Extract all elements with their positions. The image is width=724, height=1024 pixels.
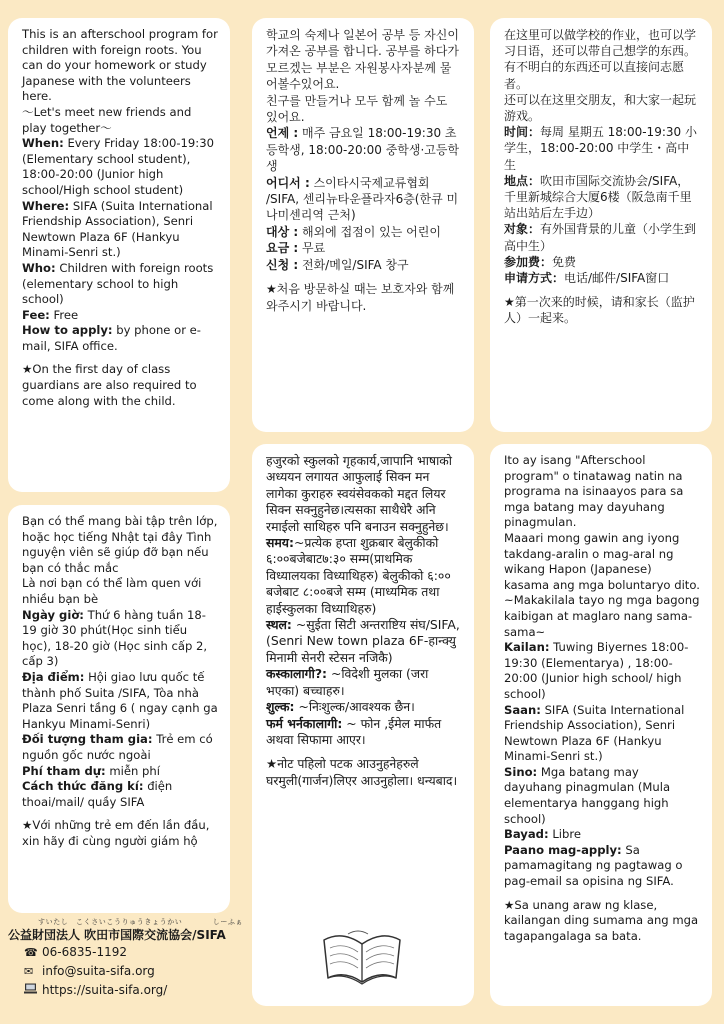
who-row	[266, 666, 462, 699]
when-value: Tuwing Biyernes 18:00-19:30 (Elementarya) , 18:00-20:00 (Junior high school/ high school)	[504, 640, 689, 701]
when-label: समय:	[266, 535, 294, 551]
when-row	[22, 608, 218, 670]
where-value: 吹田市国际交流协会/SIFA，千里新城综合大厦6楼（阪急南千里站出站后左手边）	[504, 173, 692, 221]
phone-row	[8, 943, 244, 962]
apply-value: Sa pamamagitang ng pagtawag o pag-email sa opisina ng SIFA.	[504, 842, 683, 889]
fee-value: 免费	[552, 254, 577, 269]
info-card-nepali	[252, 444, 474, 1006]
who-label: कस्कालागी?:	[266, 666, 327, 682]
where-row	[266, 617, 462, 666]
fee-row	[266, 699, 462, 715]
who-label: Who:	[22, 260, 56, 275]
apply-row	[504, 843, 700, 890]
where-label: Địa điểm:	[22, 669, 85, 684]
apply-value: ~ फोन ,ईमेल मार्फत अथवा सिफामा आएर।	[266, 715, 442, 747]
tagline-text: 친구를 만들거나 모두 함께 놀 수도 있어요.	[266, 93, 448, 125]
apply-label: फर्म भर्नकालागी:	[266, 715, 343, 731]
where-label: स्थल:	[266, 617, 292, 633]
org-name-ruby: すいたし こくさいこうりゅうきょうかい しーふぁ	[38, 918, 244, 926]
fee-value: miễn phí	[109, 763, 160, 778]
email-row	[8, 962, 244, 981]
note-text: ★처음 방문하실 때는 보호자와 함께 와주시기 바랍니다.	[266, 282, 455, 313]
computer-icon	[24, 981, 42, 1000]
note-text: ★Với những trẻ em đến lần đầu, xin hãy đi cùng người giám hộ	[22, 818, 210, 848]
who-value: Children with foreign roots (elementary school to high school)	[22, 260, 214, 307]
apply-row	[266, 257, 462, 273]
intro-text: हजुरको स्कुलको गृहकार्य,जापानि भाषाको अध्ययन लगायत आफुलाई सिक्न मन लागेका कुराहरु स्वयंसेवकको मद्दत लियर सिक्न सक्नुहुनेछ।त्यसका साथैधेरै अनि रमाईलो साथिहरु पनि बनाउन सक्नुहुनेछ।	[266, 453, 453, 534]
when-label: 언제 :	[266, 126, 299, 141]
fee-row	[504, 254, 700, 270]
intro-text: 在这里可以做学校的作业，也可以学习日语，还可以带自己想学的东西。	[504, 28, 697, 59]
fee-row	[22, 764, 218, 780]
intro-text-2: 有不明白的东西还可以直接问志愿者。	[504, 60, 685, 91]
book-icon	[318, 926, 406, 990]
who-row	[22, 732, 218, 763]
tagline-text: Là nơi bạn có thể làm quen với nhiều bạn bè	[22, 576, 202, 606]
who-row	[22, 261, 218, 308]
when-value: 매주 금요일 18:00-19:30 초등학생, 18:00-20:00 중학생·고등학생	[266, 126, 460, 174]
apply-value: by phone or e-mail, SIFA office.	[22, 323, 201, 353]
where-row	[504, 173, 700, 222]
fee-value: Libre	[552, 827, 581, 842]
who-value: Mga batang may dayuhang pinagmulan (Mula elementarya hanggang high school)	[504, 764, 671, 826]
intro-text: Bạn có thể mang bài tập trên lớp, hoặc học tiếng Nhật tại đây Tình nguyện viên sẽ giúp đỡ bạn nếu bạn có thắc mắc	[22, 514, 218, 575]
when-row	[266, 535, 462, 617]
when-label: Kailan:	[504, 640, 550, 655]
when-label: Ngày giờ:	[22, 607, 84, 622]
fee-row	[22, 308, 218, 324]
who-label: Đối tượng tham gia:	[22, 732, 153, 747]
org-name: 公益財団法人 吹田市国際交流協会/SIFA	[8, 928, 226, 942]
who-value: Trẻ em có nguồn gốc nước ngoài	[22, 732, 213, 762]
who-row	[504, 221, 700, 253]
who-label: Sino:	[504, 764, 538, 779]
apply-row	[266, 716, 462, 749]
info-card-korean	[252, 18, 474, 432]
fee-value: 무료	[302, 241, 326, 256]
intro-text-2: Maaari mong gawin ang iyong takdang-aralin o mag-aral ng wikang Hapon (Japanese) kasama ang mga boluntaryo dito.	[504, 530, 700, 592]
note-text: ★Sa unang araw ng klase, kailangan ding sumama ang mga tagapangalaga sa bata.	[504, 897, 699, 943]
info-card-vietnamese	[8, 505, 230, 913]
intro-text: This is an afterschool program for children with foreign roots. You can do your homework or study Japanese with the volunteers here.	[22, 27, 218, 104]
tagline-text: ～Let's meet new friends and play together～	[22, 104, 192, 135]
where-row	[504, 703, 700, 765]
when-row	[504, 640, 700, 702]
where-value: 스이타시국제교류협회 /SIFA, 센리뉴타운플라자6층(한큐 미나미센리역 근처)	[266, 175, 459, 223]
info-card-chinese	[490, 18, 712, 432]
where-label: Where:	[22, 198, 70, 213]
where-value: SIFA (Suita International Friendship Association), Senri Newtown Plaza 6F (Hankyu Minami-Senri st.)	[504, 702, 685, 764]
where-value: Hội giao lưu quốc tế thành phố Suita /SIFA, Tòa nhà Plaza Senri tầng 6 ( ngay cạnh ga Hankyu Minami-Senri)	[22, 669, 218, 731]
when-value: 每周 星期五 18:00-19:30 小学生，18:00-20:00 中学生・高中生	[504, 125, 697, 172]
when-label: 时间：	[504, 125, 541, 140]
fee-label: Phí tham dự:	[22, 763, 106, 778]
who-row	[266, 224, 462, 240]
apply-label: Paano mag-apply:	[504, 842, 622, 857]
where-value: SIFA (Suita International Friendship Association), Senri Newtown Plaza 6F (Hankyu Minami-Senri st.)	[22, 198, 213, 260]
fee-value: Free	[53, 307, 79, 322]
note-text: ★第一次来的时候，请和家长（监护人）一起来。	[504, 295, 695, 326]
where-label: 어디서 :	[266, 175, 310, 190]
apply-value: điện thoai/mail/ quầy SIFA	[22, 779, 173, 809]
note-text: ★नोट पहिलो पटक आउनुहनेहरुले घरमुली(गार्जन)लिएर आउनुहोला। धन्यबाद।	[266, 756, 458, 788]
fee-label: Bayad:	[504, 827, 549, 842]
web-row	[8, 981, 244, 1000]
where-label: Saan:	[504, 702, 541, 717]
fee-label: 요금 :	[266, 241, 299, 256]
website-link[interactable]: https://suita-sifa.org/	[42, 983, 168, 997]
tagline-text: ~Makakilala tayo ng mga bagong kaibigan at maglaro nang sama-sama~	[504, 593, 700, 639]
who-value: 해외에 접점이 있는 어린이	[302, 224, 441, 239]
who-value: 有外国背景的儿童（小学生到高中生）	[504, 222, 697, 253]
apply-value: 电话/邮件/SIFA窗口	[564, 271, 670, 286]
who-label: 对象：	[504, 222, 541, 237]
when-value: Thứ 6 hàng tuần 18-19 giờ 30 phút(Học sinh tiểu học), 18-20 giờ (Học sinh cấp 2, cấp 3)	[22, 607, 208, 669]
who-row	[504, 765, 700, 827]
email-link[interactable]: info@suita-sifa.org	[42, 964, 155, 978]
when-row	[504, 124, 700, 173]
apply-row	[22, 779, 218, 810]
fee-row	[266, 240, 462, 256]
fee-label: शुल्क:	[266, 699, 295, 715]
apply-value: 전화/메일/SIFA 창구	[302, 257, 409, 272]
where-value: ~सुईता सिटी अन्तराष्टिय संघ/SIFA, (Senri New town plaza 6F-हान्क्यु मिनामी सेनरी स्टेसन नजिकै)	[266, 617, 460, 665]
info-card-tagalog	[490, 444, 712, 1006]
apply-label: 申请方式：	[504, 271, 565, 286]
note-text: ★On the first day of class guardians are also required to come along with the child.	[22, 362, 197, 408]
apply-label: 신청 :	[266, 257, 299, 272]
phone-icon: ☎	[24, 946, 38, 959]
apply-row	[22, 323, 218, 354]
where-label: 地点：	[504, 173, 541, 188]
fee-value: ~निःशुल्क/आवश्यक छैन।	[298, 699, 415, 715]
where-row	[22, 199, 218, 261]
when-row	[266, 125, 462, 174]
when-value: ~प्रत्येक हप्ता शुक्रबार बेलुकीको ६:००बजेबाट७:३० सम्म(प्राथमिक विध्यालयका विध्याथिहरु) बेलुकीको ६:०० बजेबाट ८:००बजे सम्म (माध्यमिक तथा हाईस्कुलका विध्याथिहरु)	[266, 535, 451, 616]
where-row	[266, 175, 462, 224]
apply-label: How to apply:	[22, 323, 113, 338]
when-value: Every Friday 18:00-19:30 (Elementary school student), 18:00-20:00 (Junior high school/High school student)	[22, 136, 214, 197]
when-label: When:	[22, 136, 64, 151]
intro-text: 학교의 숙제나 일본어 공부 등 자신이 가져온 공부를 합니다. 공부를 하다가 모르겠는 부분은 자원봉사자분께 물어볼수있어요.	[266, 28, 459, 92]
mail-icon: ✉	[24, 965, 34, 978]
who-value: ~विदेशी मुलका (जरा भएका) बच्चाहरु।	[266, 666, 429, 698]
when-row	[22, 136, 218, 198]
where-row	[22, 670, 218, 732]
phone-number[interactable]: 06-6835-1192	[42, 945, 128, 959]
fee-row	[504, 827, 700, 843]
apply-label: Cách thức đăng kí:	[22, 779, 144, 794]
who-label: 대상 :	[266, 224, 299, 239]
tagline-text: 还可以在这里交朋友，和大家一起玩游戏。	[504, 92, 697, 124]
fee-label: 参加费：	[504, 254, 553, 269]
fee-label: Fee:	[22, 307, 50, 322]
apply-row	[504, 270, 700, 286]
info-card-english	[8, 18, 230, 492]
intro-text: Ito ay isang "Afterschool program" o tinatawag natin na programa na isinaayos para sa mga batang may dayuhang pinagmulan.	[504, 453, 684, 530]
organization-block	[8, 918, 244, 1018]
